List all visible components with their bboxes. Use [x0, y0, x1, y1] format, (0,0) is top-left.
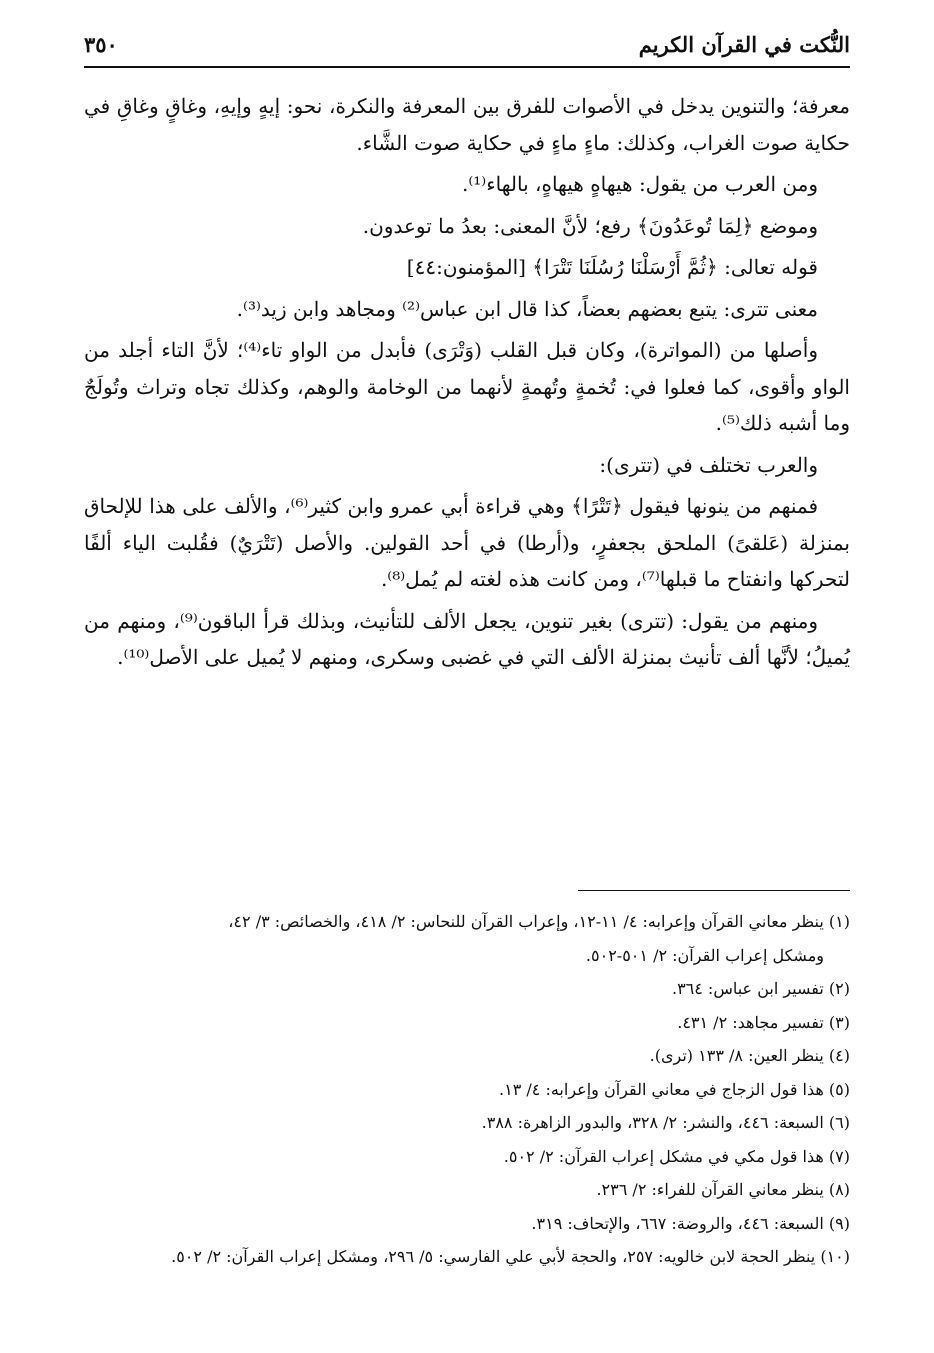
footnote-9: (٩) السبعة: ٤٤٦، والروضة: ٦٦٧، والإتحاف: ٣١٩.: [531, 1213, 850, 1233]
paragraph-2: ومن العرب من يقول: هيهاهٍ هيهاهٍ، بالهاء⁽¹⁾.: [461, 172, 818, 196]
paragraph-1: معرفة؛ والتنوين يدخل في الأصوات للفرق بين المعرفة والنكرة، نحو: إيهٍ وإيهِ، وغاقٍ وغاقِ في حكاية صوت الغراب، وكذلك: ماءٍ ماءٍ في حكاية صوت الشَّاء.: [84, 94, 851, 155]
footnote-5: (٥) هذا قول الزجاج في معاني القرآن وإعرابه: ٤/ ١٣.: [499, 1079, 850, 1099]
book-title: النُّكت في القرآن الكريم: [638, 31, 850, 57]
paragraph-4: قوله تعالى: ﴿ثُمَّ أَرْسَلْنَا رُسُلَنَا تَتْرَا﴾ [المؤمنون:٤٤]: [406, 255, 818, 279]
footnote-1: [84, 905, 850, 972]
footnote-10: (١٠) ينظر الحجة لابن خالويه: ٢٥٧، والحجة لأبي علي الفارسي: ٥/ ٢٩٦، ومشكل إعراب القرآن: ٢/ ٥٠٢.: [171, 1247, 850, 1266]
running-header: [84, 26, 850, 62]
footnote-8: (٨) ينظر معاني القرآن للفراء: ٢/ ٢٣٦.: [596, 1180, 850, 1199]
footnote-text: (١) ينظر معاني القرآن وإعرابه: ٤/ ١١-١٢، وإعراب القرآن للنحاس: ٢/ ٤١٨، والخصائص: ٣/ ٤٢،: [228, 912, 850, 931]
paragraph-5: معنى تترى: يتبع بعضهم بعضاً، كذا قال ابن عباس⁽²⁾ ومجاهد وابن زيد⁽³⁾.: [236, 296, 818, 321]
footnote-7: (٧) هذا قول مكي في مشكل إعراب القرآن: ٢/ ٥٠٢.: [503, 1146, 850, 1166]
footnote-3: (٣) تفسير مجاهد: ٢/ ٤٣١.: [677, 1012, 850, 1032]
paragraph-9: ومنهم من يقول: (تترى) بغير تنوين، يجعل الألف للتأنيث، وبذلك قرأ الباقون⁽⁹⁾، ومنهم من يُميلُ؛ لأنَّها ألف تأنيث بمنزلة الألف التي في غضبى وسكرى، ومنهم لا يُميل على الأصل⁽¹⁰⁾.: [84, 608, 850, 669]
footnote-2: (٢) تفسير ابن عباس: ٣٦٤.: [671, 979, 850, 998]
footnote-rule: [578, 890, 850, 891]
footnotes: [84, 905, 850, 1274]
page-number: ٣٥٠: [84, 31, 118, 57]
body-text: [84, 88, 850, 681]
paragraph-6: وأصلها من (المواترة)، وكان قبل القلب (وَتْرَى) فأبدل من الواو تاء⁽⁴⁾؛ لأنَّ التاء أجلد من الواو وأقوى، كما فعلوا في: تُخمةٍ وتُهمةٍ لأنهما من الوخامة والوهم، وكذلك تجاه وتراث وتُولَجٌ وما أشبه ذلك⁽⁵⁾.: [84, 338, 850, 435]
footnote-continuation: ومشكل إعراب القرآن: ٢/ ٥٠١-٥٠٢.: [585, 945, 824, 965]
footnote-4: (٤) ينظر العين: ٨/ ١٣٣ (ترى).: [649, 1046, 850, 1065]
paragraph-7: والعرب تختلف في (تترى):: [599, 452, 818, 477]
footnote-6: (٦) السبعة: ٤٤٦، والنشر: ٢/ ٣٢٨، والبدور الزاهرة: ٣٨٨.: [481, 1113, 850, 1132]
paragraph-3: وموضع ﴿لِمَا تُوعَدُونَ﴾ رفع؛ لأنَّ المعنى: بعدُ ما توعدون.: [362, 213, 818, 238]
paragraph-8: فمنهم من ينونها فيقول ﴿تَتْرًا﴾ وهي قراءة أبي عمرو وابن كثير⁽⁶⁾، والألف على هذا للإلحاق بمنزلة (عَلقىً) الملحق بجعفرٍ، و(أرطا) في أحد القولين. والأصل (تَتْرَيٌ) فقُلبت الياء ألفًا لتحركها وانفتاح ما قبلها⁽⁷⁾، ومن كانت هذه لغته لم يُمل⁽⁸⁾.: [84, 494, 850, 591]
header-rule: [84, 66, 850, 68]
